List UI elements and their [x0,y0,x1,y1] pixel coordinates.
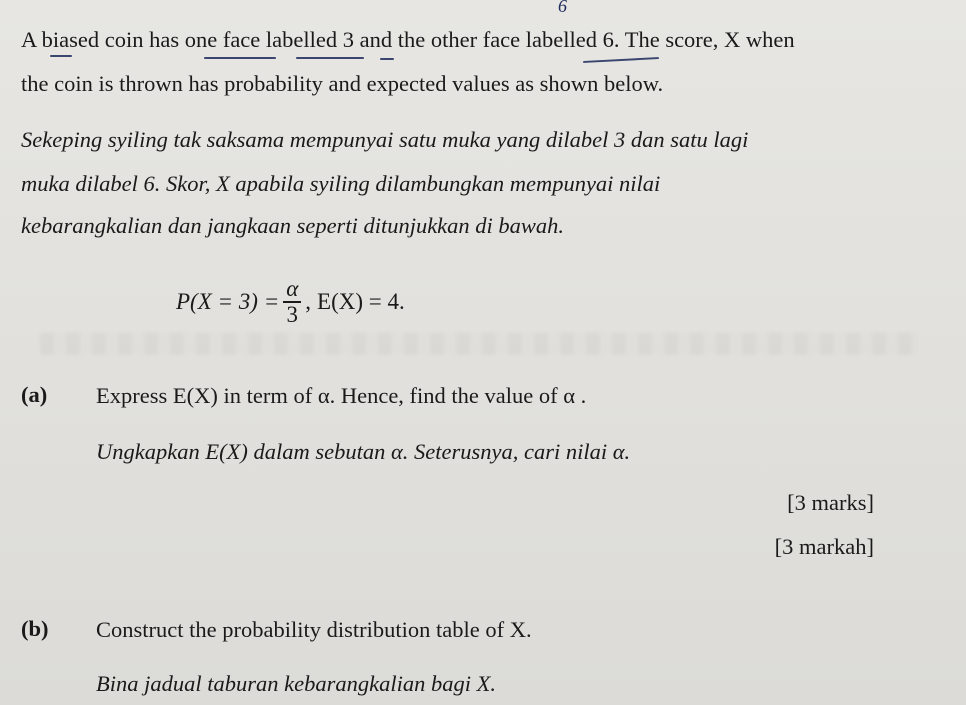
intro-malay-line-2: muka dilabel 6. Skor, X apabila syiling dilambungkan mempunyai nilai [21,171,661,196]
part-b-label: (b) [21,616,49,641]
fraction-denominator: 3 [286,301,298,327]
intro-english-line-2: the coin is thrown has probability and expected values as shown below. [21,71,664,96]
formula-fraction [283,277,301,327]
pen-underline [296,57,364,59]
fraction-numerator: α [286,276,299,302]
pen-underline [380,58,394,60]
intro-malay-line-3: kebarangkalian dan jangkaan seperti ditunjukkan di bawah. [21,213,565,238]
part-b-question-english: Construct the probability distribution table of X. [96,617,532,642]
pen-underline [204,57,276,59]
part-a-label: (a) [21,382,48,407]
intro-english-line-1: A biased coin has one face labelled 3 and the other face labelled 6. The score, X when [21,27,795,52]
part-a-marks-malay: [3 markah] [774,534,874,559]
part-a-question-malay: Ungkapkan E(X) dalam sebutan α. Seterusnya, cari nilai α. [96,439,631,464]
intro-malay-line-1: Sekeping syiling tak saksama mempunyai satu muka yang dilabel 3 dan satu lagi [21,127,749,152]
formula-separator: , [305,289,312,314]
formula-lhs: P(X = 3) = [176,289,280,314]
part-a-question-english: Express E(X) in term of α. Hence, find the value of α . [96,383,587,408]
pen-underline [583,57,659,63]
pen-underline [50,55,72,57]
formula-rhs: E(X) = 4. [317,289,405,314]
part-b-question-malay: Bina jadual taburan kebarangkalian bagi X. [96,671,496,696]
print-bleed-through [40,333,920,355]
part-a-marks-english: [3 marks] [787,490,874,515]
handwritten-mark: 6 [558,0,567,16]
probability-formula [176,272,405,332]
